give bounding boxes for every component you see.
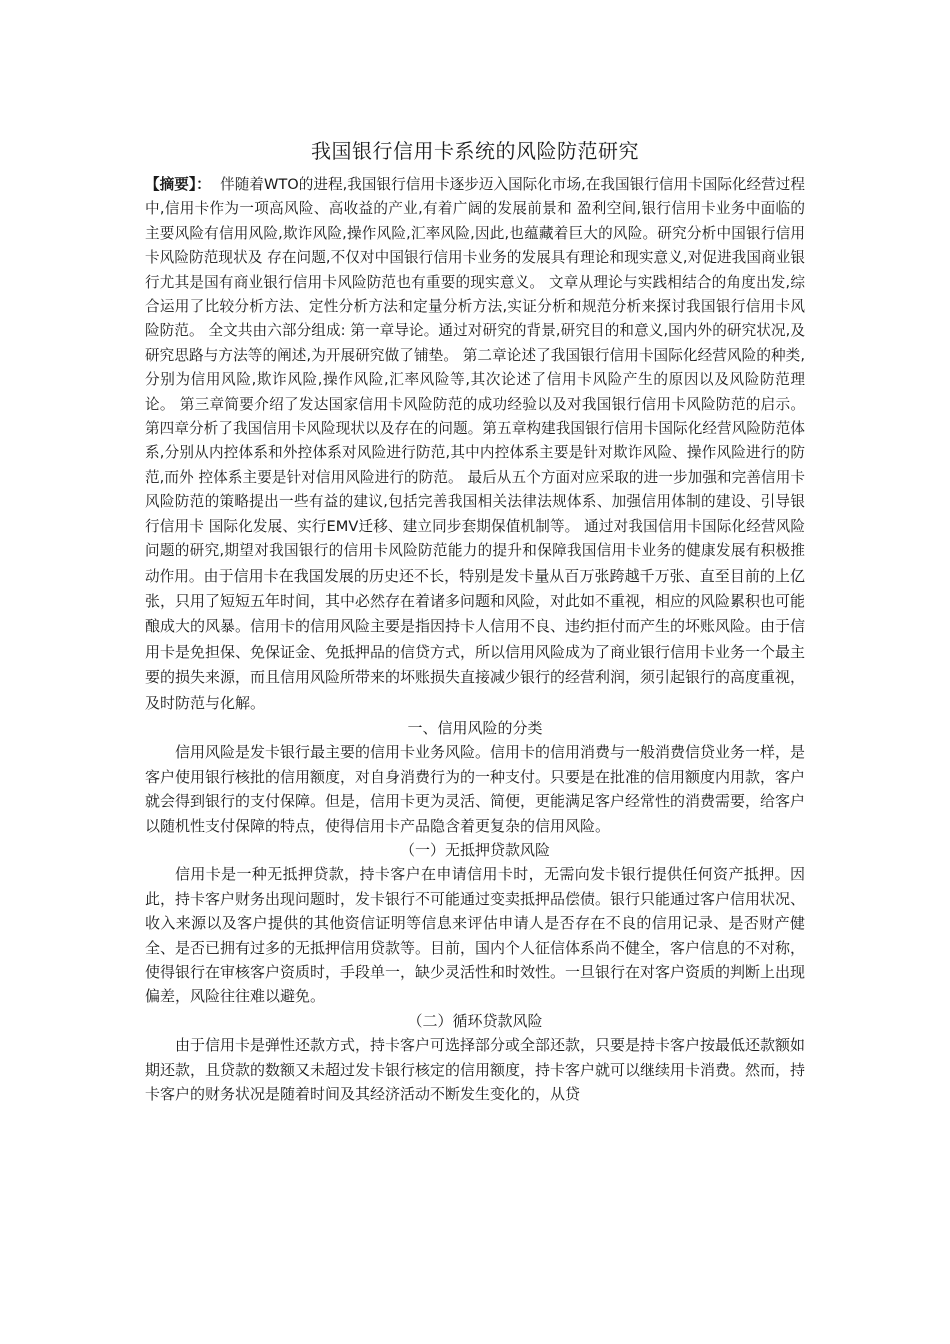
abstract-text: 伴随着WTO的进程,我国银行信用卡逐步迈入国际化市场,在我国银行信用卡国际化经营过程中,信用卡作为一项高风险、高收益的产业,有着广阔的发展前景和 盈利空间,银行信用卡业务中面临的主要风险有信用风险,欺诈风险,操作风险,汇率风险,因此,也蕴藏着巨大的风险。研究分析中国银行信用卡风险防范现状及 存在问题,不仅对中国银行信用卡业务的发展具有理论和现实意义,对促进我国商业银行尤其是国有商业银行信用卡风险防范也有重要的现实意义。 文章从理论与实践相结合的角度出发,综合运用了比较分析方法、定性分析方法和定量分析方法,实证分析和规范分析来探讨我国银行信用卡风险防范。 全文共由六部分组成: 第一章导论。通过对研究的背景,研究目的和意义,国内外的研究状况,及研究思路与方法等的阐述,为开展研究做了铺垫。 第二章论述了我国银行信用卡国际化经营风险的种类,分别为信用风险,欺诈风险,操作风险,汇率风险等,其次论述了信用卡风险产生的原因以及风险防范理论。 第三章简要介绍了发达国家信用卡风险防范的成功经验以及对我国银行信用卡风险防范的启示。 第四章分析了我国信用卡风险现状以及存在的问题。第五章构建我国银行信用卡国际化经营风险防范体系,分别从内控体系和外控体系对风险进行防范,其中内控体系主要是针对欺诈风险、操作风险进行的防范,而外 控体系主要是针对信用风险进行的防范。 最后从五个方面对应采取的进一步加强和完善信用卡风险防范的策略提出一些有益的建议,包括完善我国相关法律法规体系、加强信用体制的建设、引导银行信用卡 国际化发展、实行EMV迁移、建立同步套期保值机制等。 通过对我国信用卡国际化经营风险问题的研究,期望对我国银行的信用卡风险防范能力的提升和保障我国信用卡业务的健康发展有积极推动作用。 bbox=[145, 176, 805, 585]
subsection-heading-2: （二）循环贷款风险 bbox=[407, 1011, 543, 1030]
abstract-paragraph bbox=[145, 173, 805, 716]
section-heading-1: 一、信用风险的分类 bbox=[407, 718, 543, 737]
section-1-paragraph: 信用风险是发卡银行最主要的信用卡业务风险。信用卡的信用消费与一般消费信贷业务一样，是客户使用银行核批的信用额度，对自身消费行为的一种支付。只要是在批准的信用额度内用款，客户就会得到银行的支付保障。但是，信用卡更为灵活、简便，更能满足客户经常性的消费需要，给客户以随机性支付保障的特点，使得信用卡产品隐含着更复杂的信用风险。 bbox=[145, 743, 806, 835]
document-page bbox=[145, 135, 805, 1106]
document-title: 我国银行信用卡系统的风险防范研究 bbox=[311, 139, 639, 163]
subsection-heading-1: （一）无抵押贷款风险 bbox=[399, 840, 550, 859]
abstract-label: 【摘要】： bbox=[145, 176, 211, 193]
subsection-1-paragraph: 信用卡是一种无抵押贷款，持卡客户在申请信用卡时，无需向发卡银行提供任何资产抵押。因此，持卡客户财务出现问题时，发卡银行不可能通过变卖抵押品偿债。银行只能通过客户信用状况、收入来源以及客户提供的其他资信证明等信息来评估申请人是否存在不良的信用记录、是否财产健全、是否已拥有过多的无抵押信用贷款等。目前，国内个人征信体系尚不健全，客户信息的不对称，使得银行在审核客户资质时，手段单一，缺少灵活性和时效性。一旦银行在对客户资质的判断上出现偏差，风险往往难以避免。 bbox=[145, 865, 806, 1006]
subsection-2-paragraph: 由于信用卡是弹性还款方式，持卡客户可选择部分或全部还款，只要是持卡客户按最低还款额如期还款，且贷款的数额又未超过发卡银行核定的信用额度，持卡客户就可以继续用卡消费。然而，持卡客户的财务状况是随着时间及其经济活动不断发生变化的，从贷 bbox=[145, 1036, 806, 1104]
abstract-text-continued: 由于信用卡在我国发展的历史还不长，特别是发卡量从百万张跨越千万张、直至目前的上亿张，只用了短短五年时间，其中必然存在着诸多问题和风险，对此如不重视，相应的风险累积也可能酿成大的风暴。信用卡的信用风险主要是指因持卡人信用不良、违约拒付而产生的坏账风险。由于信用卡是免担保、免保证金、免抵押品的信贷方式，所以信用风险成为了商业银行信用卡业务一个最主要的损失来源，而且信用风险所带来的坏账损失直接减少银行的经营利润，须引起银行的高度重视，及时防范与化解。 bbox=[145, 566, 806, 712]
